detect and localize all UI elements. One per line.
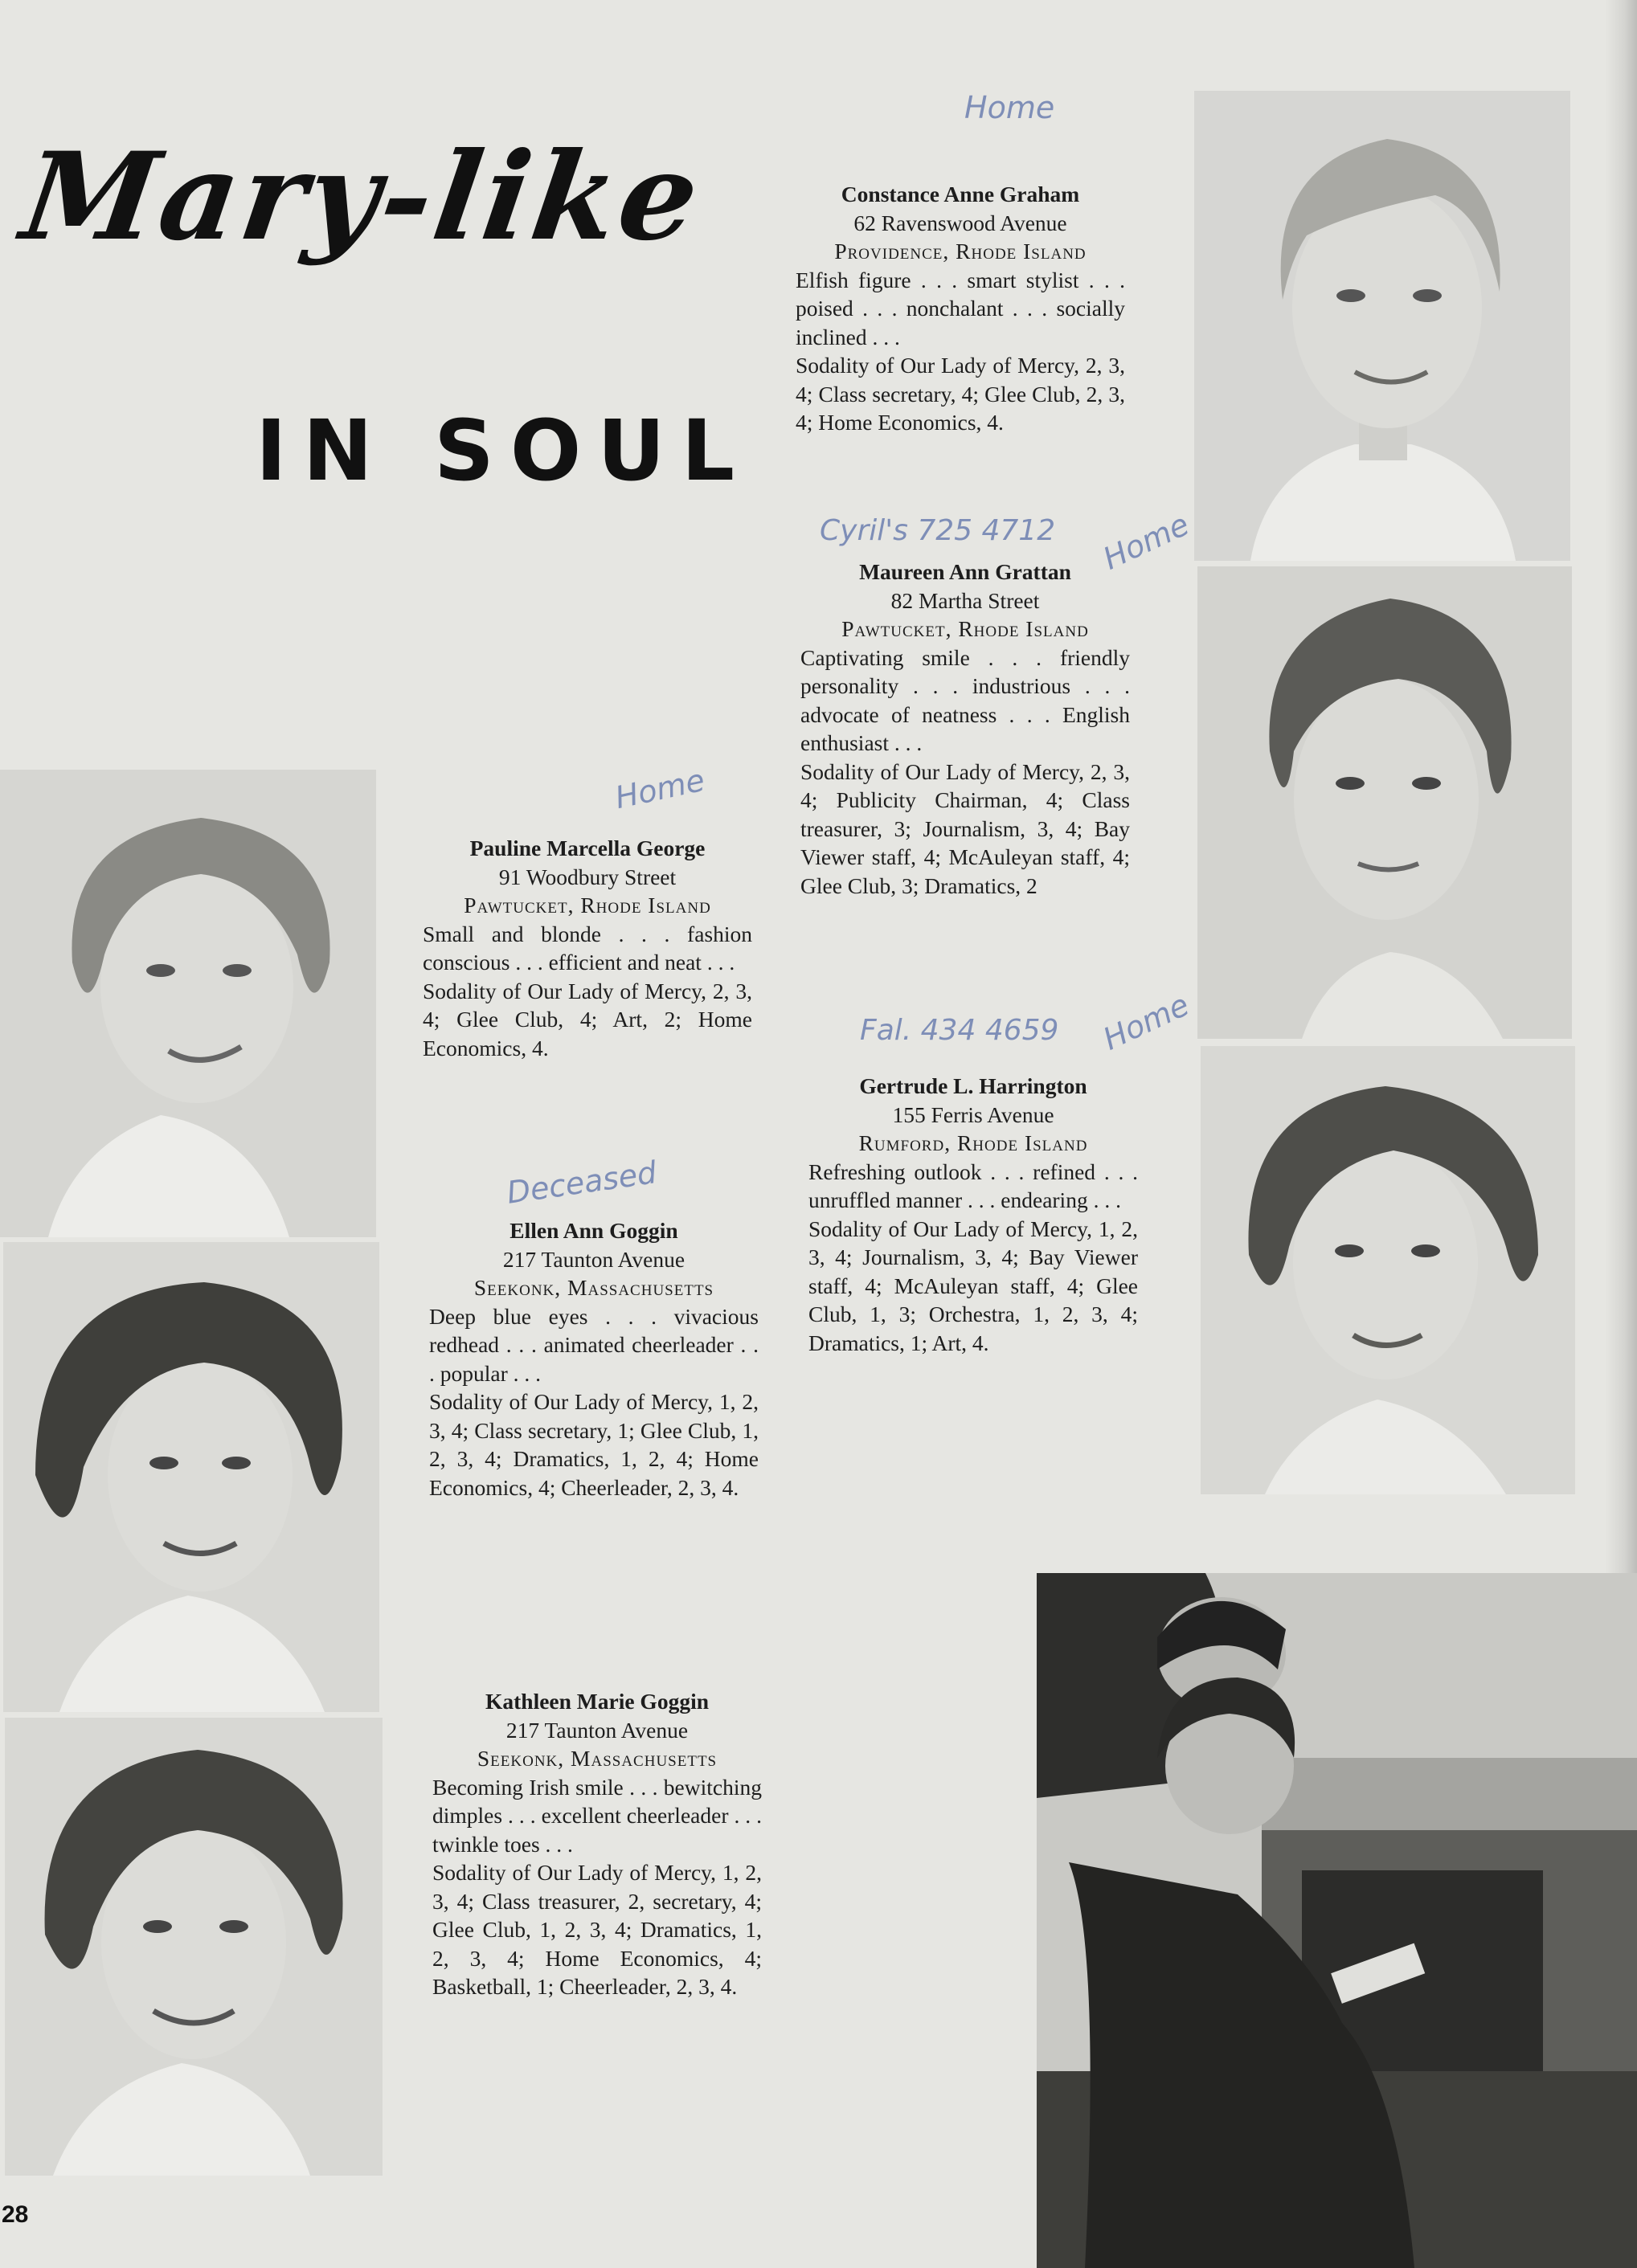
handwritten-note-ellen: Deceased [504, 1154, 659, 1211]
senior-name: Pauline Marcella George [469, 836, 706, 860]
page-title-script: Mary-like [14, 126, 710, 268]
bio-george [423, 834, 752, 1062]
senior-description: Captivating smile . . . friendly personality . . . industrious . . . advocate of neatness . . . English enthusiast . . . [800, 644, 1130, 755]
bio-harrington [808, 1072, 1138, 1357]
bio-ellen [429, 1216, 759, 1502]
senior-city: Seekonk, Massachusetts [477, 1746, 718, 1771]
senior-street: 155 Ferris Avenue [892, 1101, 1054, 1127]
handwritten-note-grattan-home: Home [1097, 506, 1195, 577]
portrait-kathleen [5, 1718, 383, 2176]
senior-activities: Sodality of Our Lady of Mercy, 2, 3, 4; Publicity Chairman, 4; Class treasurer, 3; Journalism, 3, 4; Bay Viewer staff, 4; McAuleyan staff, 4; Glee Club, 3; Dramatics, 2 [800, 758, 1130, 898]
candid-photo-fireplace [1037, 1573, 1637, 2268]
senior-activities: Sodality of Our Lady of Mercy, 1, 2, 3, 4; Journalism, 3, 4; Bay Viewer staff, 4; McAuleyan staff, 4; Glee Club, 1, 3; Orchestra, 1, 2, 3, 4; Dramatics, 1; Art, 4. [808, 1216, 1138, 1355]
bio-grattan [800, 558, 1130, 900]
page-title-block: IN SOUL [256, 402, 751, 500]
senior-street: 62 Ravenswood Avenue [853, 210, 1067, 235]
senior-description: Elfish figure . . . smart stylist . . . poised . . . nonchalant . . . socially inclined . . . [796, 267, 1125, 349]
senior-activities: Sodality of Our Lady of Mercy, 1, 2, 3, 4; Class treasurer, 2, secretary, 4; Glee Club, 1, 2, 3, 4; Dramatics, 1, 2, 3, 4; Home Economics, 4; Basketball, 1; Cheerleader, 2, 3, 4. [432, 1860, 762, 1999]
senior-description: Becoming Irish smile . . . bewitching dimples . . . excellent cheerleader . . . twinkle toes . . . [432, 1774, 762, 1857]
senior-name: Kathleen Marie Goggin [485, 1689, 710, 1714]
senior-description: Refreshing outlook . . . refined . . . unruffled manner . . . endearing . . . [808, 1159, 1138, 1212]
senior-activities: Sodality of Our Lady of Mercy, 2, 3, 4; Glee Club, 4; Art, 2; Home Economics, 4. [423, 978, 752, 1060]
portrait-harrington [1201, 1046, 1575, 1494]
senior-activities: Sodality of Our Lady of Mercy, 1, 2, 3, 4; Class secretary, 1; Glee Club, 1, 2, 3, 4; Dramatics, 1, 2, 4; Home Economics, 4; Cheerleader, 2, 3, 4. [429, 1389, 759, 1500]
senior-city: Pawtucket, Rhode Island [841, 616, 1089, 641]
senior-city: Seekonk, Massachusetts [473, 1275, 714, 1300]
senior-name: Ellen Ann Goggin [510, 1218, 678, 1243]
senior-city: Providence, Rhode Island [834, 239, 1087, 264]
portrait-ellen [3, 1242, 379, 1712]
portrait-george [0, 770, 376, 1237]
handwritten-note-george: Home [612, 762, 708, 816]
senior-city: Rumford, Rhode Island [858, 1130, 1088, 1155]
senior-street: 82 Martha Street [890, 587, 1040, 613]
senior-name: Constance Anne Graham [841, 182, 1080, 206]
handwritten-note-harrington: Fal. 434 4659 [860, 1014, 1059, 1047]
senior-city: Pawtucket, Rhode Island [464, 893, 711, 917]
bio-kathleen [432, 1687, 762, 2001]
senior-name: Maureen Ann Grattan [859, 559, 1071, 584]
senior-description: Deep blue eyes . . . vivacious redhead . . . animated cheerleader . . . popular . . . [429, 1303, 759, 1386]
handwritten-note-graham: Home [964, 90, 1055, 125]
portrait-graham [1194, 91, 1570, 561]
senior-street: 91 Woodbury Street [498, 864, 677, 889]
senior-street: 217 Taunton Avenue [505, 1717, 689, 1743]
portrait-grattan [1197, 566, 1572, 1039]
senior-activities: Sodality of Our Lady of Mercy, 2, 3, 4; Class secretary, 4; Glee Club, 2, 3, 4; Home Economics, 4. [796, 353, 1125, 435]
senior-street: 217 Taunton Avenue [502, 1246, 685, 1272]
handwritten-note-harrington-home: Home [1097, 987, 1195, 1057]
page-number: 28 [2, 2201, 29, 2228]
bio-graham [796, 180, 1125, 437]
senior-description: Small and blonde . . . fashion conscious . . . efficient and neat . . . [423, 921, 752, 975]
handwritten-note-grattan: Cyril's 725 4712 [820, 514, 1056, 547]
senior-name: Gertrude L. Harrington [859, 1073, 1087, 1098]
